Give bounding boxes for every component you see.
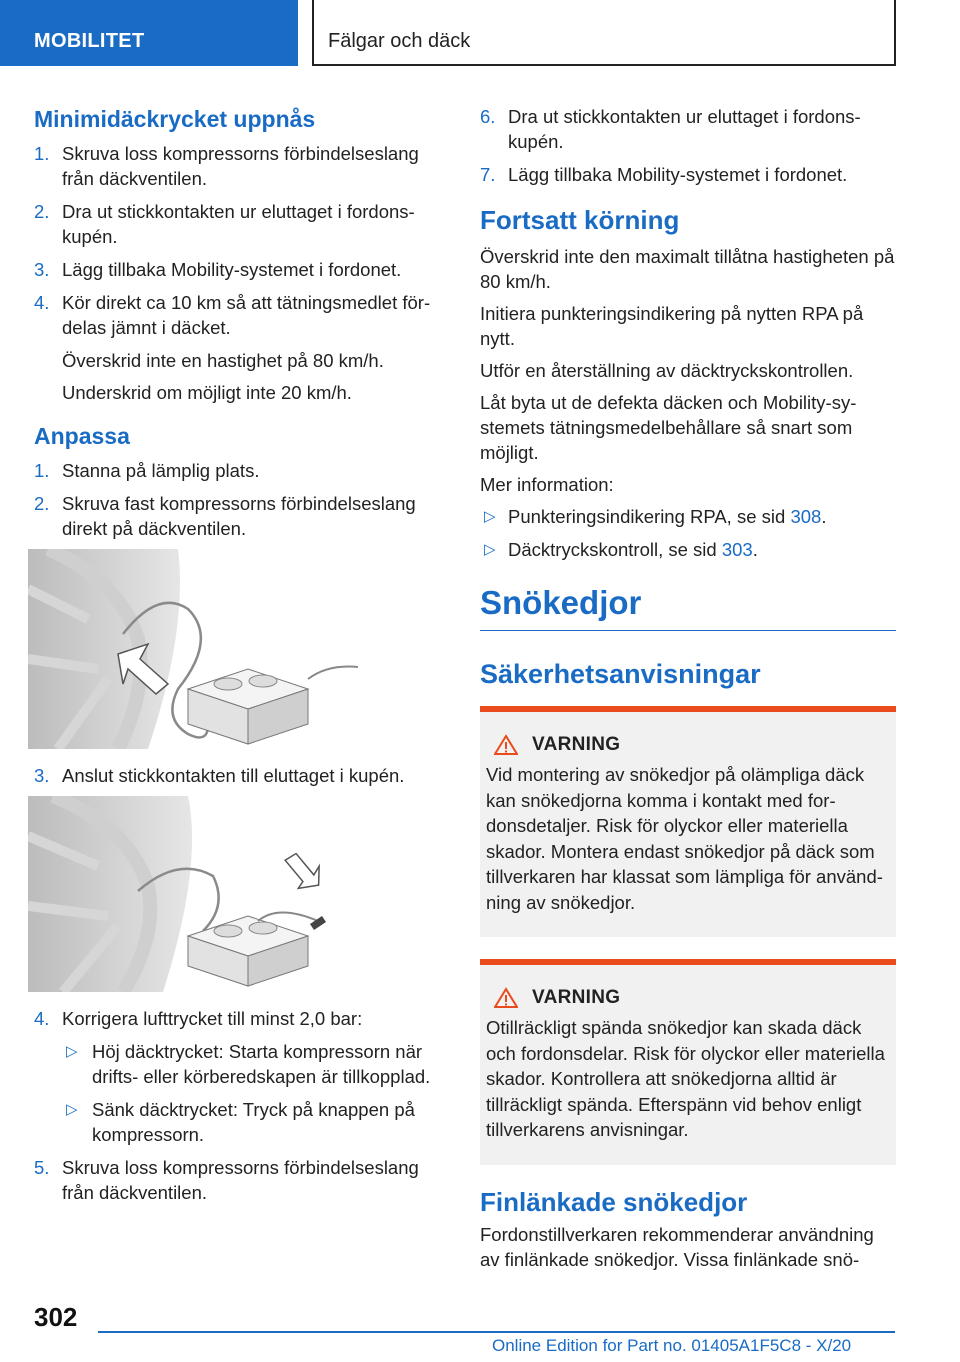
- warning-header: VARNING: [494, 734, 886, 756]
- list-item: 3. Anslut stickkontakten till eluttaget i kupén.: [34, 765, 405, 786]
- warning-triangle-icon: [494, 734, 518, 756]
- page-number: 302: [34, 1302, 78, 1332]
- list-item: ▷ Höj däcktrycket: Starta kompressorn när drifts- eller körberedskapen är tillkopplad.: [66, 1041, 431, 1087]
- list-item: 4. Korrigera lufttrycket till minst 2,0 bar: ▷ Höj däcktrycket: Starta kompressorn när drifts- eller körberedskapen är tillkopplad. ▷ Sänk däcktrycket: Tryck på knappen på kompressorn.: [34, 1006, 448, 1147]
- page-link-308[interactable]: 308: [790, 506, 822, 527]
- page-header: [0, 0, 960, 66]
- list-item: 4. Kör direkt ca 10 km så att tätningsmedlet fördelas jämnt i däcket.: [34, 292, 431, 338]
- paragraph: Mer information:: [480, 474, 614, 495]
- list-item: 1. Stanna på lämplig plats.: [34, 460, 260, 481]
- list-item: 5. Skruva loss kompressorns förbindelseslang från däckventilen.: [34, 1157, 419, 1203]
- heading-min-pressure: Minimidäckrycket uppnås: [34, 106, 316, 132]
- triangle-bullet-icon: ▷: [484, 541, 496, 558]
- right-column: [480, 100, 896, 1279]
- heading-adjust: Anpassa: [34, 423, 130, 449]
- edition-text: Online Edition for Part no. 01405A1F5C8 - X/20: [492, 1336, 852, 1355]
- step-note: Överskrid inte en hastighet på 80 km/h.: [62, 350, 384, 371]
- warning-box: [480, 706, 896, 937]
- warning-text: Vid montering av snökedjor på olämpliga däck kan snökedjorna komma i kontakt med fordonsdetaljer. Risk för olyckor eller materiella skador. Montera endast snökedjor på däck som tillverkaren har klassat som lämpliga för användning av snökedjor.: [486, 764, 883, 913]
- triangle-bullet-icon: ▷: [66, 1043, 78, 1060]
- warning-text: Otillräckligt spända snökedjor kan skada däck och fordonsdelar. Risk för olyckor eller materiella skador. Kontrollera att snökedjorna alltid är tillräckligt spända. Efterspänn vid behov enligt tillverkarens anvisningar.: [486, 1017, 885, 1140]
- chapter-title: Fälgar och däck: [312, 0, 896, 66]
- list-item: 2. Skruva fast kompressorns förbindelseslang direkt på däckventilen.: [34, 493, 416, 539]
- steps-list-3: [34, 763, 448, 788]
- footer-divider: [98, 1331, 895, 1333]
- list-item: 6. Dra ut stickkontakten ur eluttaget i fordonskupén.: [480, 106, 861, 152]
- triangle-bullet-icon: ▷: [484, 508, 496, 525]
- sub-bullets: [62, 1039, 448, 1147]
- list-item: ▷ Sänk däcktrycket: Tryck på knappen på kompressorn.: [66, 1099, 415, 1145]
- triangle-bullet-icon: ▷: [66, 1101, 78, 1118]
- steps-list-4: [34, 1006, 448, 1205]
- list-item: 1. Skruva loss kompressorns förbindelseslang från däckventilen.: [34, 143, 419, 189]
- list-item: 3. Lägg tillbaka Mobility-systemet i fordonet.: [34, 259, 402, 280]
- paragraph: Initiera punkteringsindikering på nytten RPA på nytt.: [480, 303, 864, 349]
- page-link-303[interactable]: 303: [721, 539, 753, 560]
- illustration-hose-on-valve: [28, 549, 442, 749]
- steps-list-5: [480, 104, 896, 187]
- steps-list-1: [34, 141, 448, 340]
- left-column: [34, 100, 448, 1213]
- section-tab: MOBILITET: [0, 0, 298, 66]
- list-item: 7. Lägg tillbaka Mobility-systemet i fordonet.: [480, 164, 848, 185]
- warning-triangle-icon: [494, 987, 518, 1009]
- list-item: ▷ Däcktryckskontroll, se sid 303.: [484, 539, 758, 560]
- paragraph: Låt byta ut de defekta däcken och Mobility-systemets tätningsmedelbehållare så snart som möjligt.: [480, 392, 857, 463]
- paragraph: Utför en återställning av däcktryckskontrollen.: [480, 360, 854, 381]
- heading-safety: Säkerhetsanvisningar: [480, 659, 761, 689]
- warning-box: [480, 959, 896, 1165]
- list-item: ▷ Punkteringsindikering RPA, se sid 308.: [484, 506, 827, 527]
- more-info-links: [480, 504, 896, 562]
- paragraph: Överskrid inte den maximalt tillåtna hastigheten på 80 km/h.: [480, 246, 895, 292]
- heading-fine-link-chains: Finlänkade snökedjor: [480, 1186, 748, 1217]
- steps-list-2: [34, 458, 448, 541]
- heading-continue-driving: Fortsatt körning: [480, 205, 680, 235]
- step-note: Underskrid om möjligt inte 20 km/h.: [62, 382, 352, 403]
- list-item: 2. Dra ut stickkontakten ur eluttaget i fordonskupén.: [34, 201, 415, 247]
- illustration-plug-socket: [28, 796, 442, 992]
- paragraph: Fordonstillverkaren rekommenderar användning av finlänkade snökedjor. Vissa finlänkade snö-: [480, 1223, 874, 1270]
- heading-snow-chains: Snökedjor: [480, 584, 896, 631]
- warning-header: VARNING: [494, 987, 886, 1009]
